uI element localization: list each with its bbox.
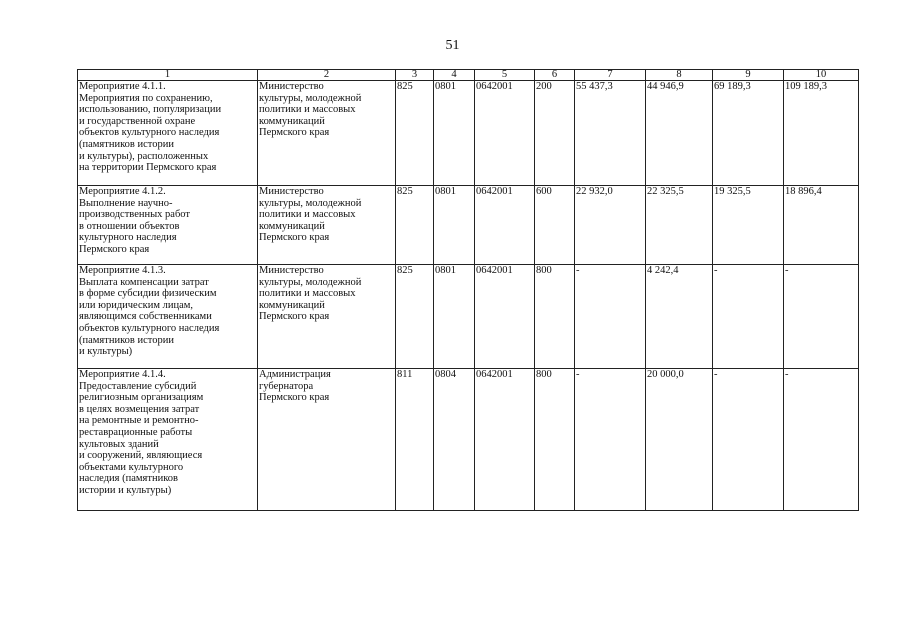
agency-cell: Министерство культуры, молодежной политики и массовых коммуникаций Пермского края bbox=[258, 265, 396, 369]
amount-cell: - bbox=[784, 369, 859, 511]
column-header: 3 bbox=[396, 70, 434, 81]
amount-cell: - bbox=[575, 265, 646, 369]
column-header: 7 bbox=[575, 70, 646, 81]
page-number: 51 bbox=[445, 38, 460, 53]
budget-table bbox=[77, 69, 859, 511]
amount-cell: 20 000,0 bbox=[646, 369, 713, 511]
column-header: 10 bbox=[784, 70, 859, 81]
amount-cell: 19 325,5 bbox=[713, 186, 784, 265]
section-cell: 0801 bbox=[434, 81, 475, 186]
type-cell: 800 bbox=[535, 369, 575, 511]
code-cell: 825 bbox=[396, 81, 434, 186]
agency-cell: Администрация губернатора Пермского края bbox=[258, 369, 396, 511]
type-cell: 600 bbox=[535, 186, 575, 265]
code-cell: 811 bbox=[396, 369, 434, 511]
activity-cell: Мероприятие 4.1.4. Предоставление субсидий религиозным организациям в целях возмещения затрат на ремонтные и ремонтно- реставрационные работы культовых зданий и сооружений, являющиеся объектами культурного наследия (памятников истории и культуры) bbox=[78, 369, 258, 511]
amount-cell: 69 189,3 bbox=[713, 81, 784, 186]
column-header: 4 bbox=[434, 70, 475, 81]
table-row bbox=[78, 186, 859, 265]
amount-cell: 109 189,3 bbox=[784, 81, 859, 186]
type-cell: 800 bbox=[535, 265, 575, 369]
code-cell: 825 bbox=[396, 265, 434, 369]
amount-cell: 22 932,0 bbox=[575, 186, 646, 265]
amount-cell: 22 325,5 bbox=[646, 186, 713, 265]
column-header: 2 bbox=[258, 70, 396, 81]
amount-cell: - bbox=[784, 265, 859, 369]
amount-cell: 18 896,4 bbox=[784, 186, 859, 265]
section-cell: 0801 bbox=[434, 265, 475, 369]
amount-cell: 4 242,4 bbox=[646, 265, 713, 369]
agency-cell: Министерство культуры, молодежной политики и массовых коммуникаций Пермского края bbox=[258, 81, 396, 186]
target-cell: 0642001 bbox=[475, 265, 535, 369]
amount-cell: - bbox=[713, 369, 784, 511]
header-row bbox=[78, 70, 859, 81]
table-row bbox=[78, 265, 859, 369]
table-row bbox=[78, 81, 859, 186]
target-cell: 0642001 bbox=[475, 186, 535, 265]
amount-cell: 55 437,3 bbox=[575, 81, 646, 186]
type-cell: 200 bbox=[535, 81, 575, 186]
column-header: 1 bbox=[78, 70, 258, 81]
code-cell: 825 bbox=[396, 186, 434, 265]
column-header: 5 bbox=[475, 70, 535, 81]
table-row bbox=[78, 369, 859, 511]
activity-cell: Мероприятие 4.1.3. Выплата компенсации затрат в форме субсидии физическим или юридическим лицам, являющимся собственниками объектов культурного наследия (памятников истории и культуры) bbox=[78, 265, 258, 369]
amount-cell: - bbox=[575, 369, 646, 511]
activity-cell: Мероприятие 4.1.2. Выполнение научно- производственных работ в отношении объектов культурного наследия Пермского края bbox=[78, 186, 258, 265]
activity-cell: Мероприятие 4.1.1. Мероприятия по сохранению, использованию, популяризации и государственной охране объектов культурного наследия (памятников истории и культуры), расположенных на территории Пермского края bbox=[78, 81, 258, 186]
target-cell: 0642001 bbox=[475, 81, 535, 186]
target-cell: 0642001 bbox=[475, 369, 535, 511]
column-header: 6 bbox=[535, 70, 575, 81]
column-header: 8 bbox=[646, 70, 713, 81]
column-header: 9 bbox=[713, 70, 784, 81]
section-cell: 0804 bbox=[434, 369, 475, 511]
amount-cell: - bbox=[713, 265, 784, 369]
amount-cell: 44 946,9 bbox=[646, 81, 713, 186]
agency-cell: Министерство культуры, молодежной политики и массовых коммуникаций Пермского края bbox=[258, 186, 396, 265]
section-cell: 0801 bbox=[434, 186, 475, 265]
